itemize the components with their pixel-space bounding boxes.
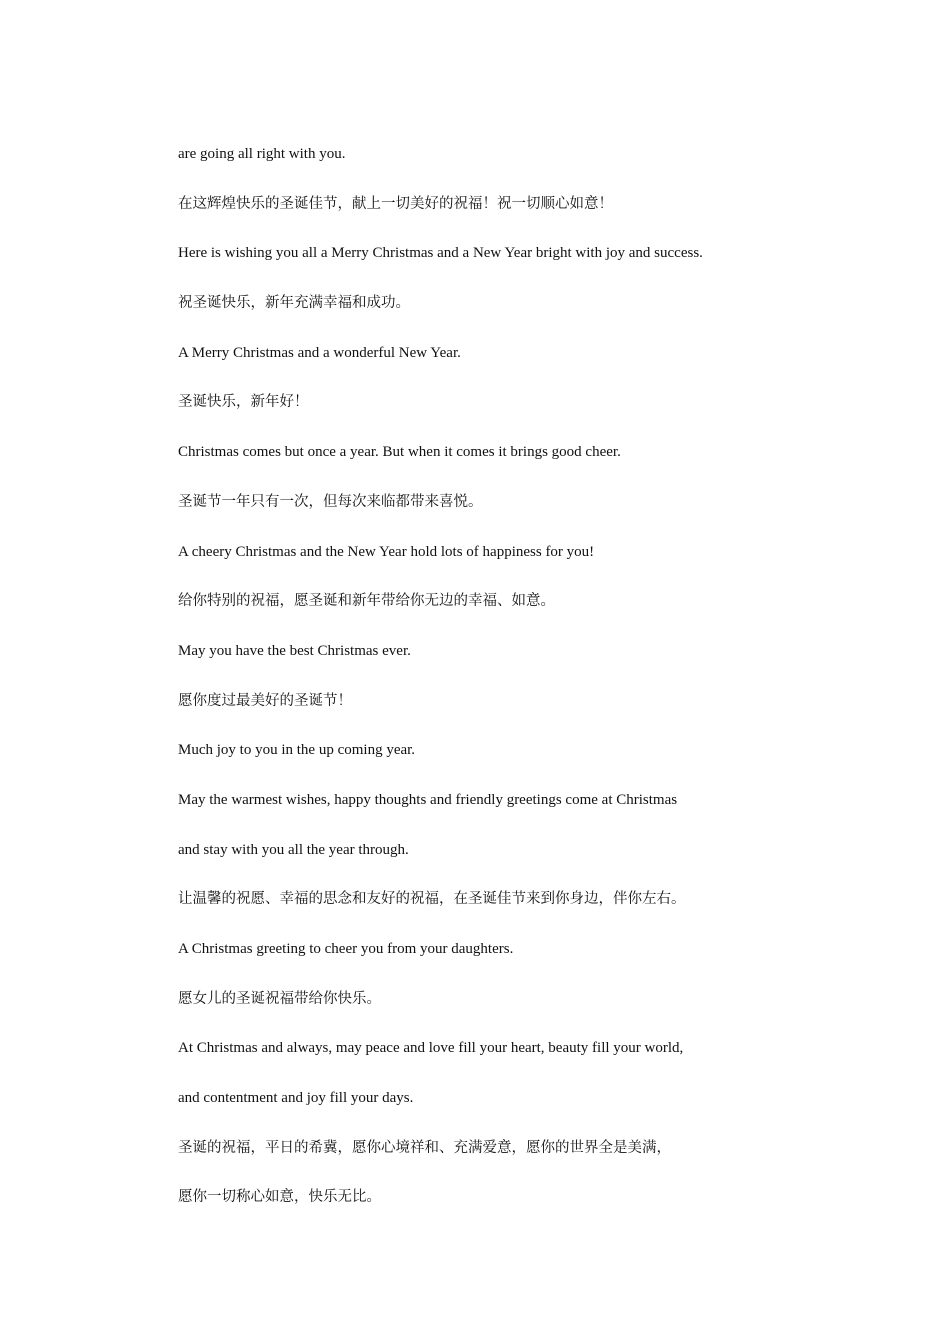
- text-line: are going all right with you.: [178, 146, 346, 162]
- text-line: May you have the best Christmas ever.: [178, 642, 411, 659]
- text-line: 让温馨的祝愿、幸福的思念和友好的祝福，在圣诞佳节来到你身边，伴你左右。: [178, 891, 686, 908]
- text-line: 圣诞快乐，新年好！: [178, 394, 309, 411]
- text-line: 愿女儿的圣诞祝福带给你快乐。: [178, 990, 381, 1007]
- text-line: May the warmest wishes, happy thoughts and friendly greetings come at Christmas: [178, 791, 678, 808]
- text-line: and stay with you all the year through.: [178, 841, 409, 858]
- text-line: A Christmas greeting to cheer you from your daughters.: [178, 941, 514, 957]
- text-line: Here is wishing you all a Merry Christmas and a New Year bright with joy and success.: [178, 245, 703, 262]
- text-line: and contentment and joy fill your days.: [178, 1090, 414, 1107]
- document-body: [178, 143, 778, 1236]
- text-line: 给你特别的祝福，愿圣诞和新年带给你无边的幸福、如意。: [178, 593, 555, 610]
- text-line: 愿你度过最美好的圣诞节！: [178, 692, 352, 709]
- text-line: 祝圣诞快乐，新年充满幸福和成功。: [178, 295, 410, 312]
- text-line: A Merry Christmas and a wonderful New Year.: [178, 344, 461, 361]
- text-line: A cheery Christmas and the New Year hold lots of happiness for you!: [178, 543, 595, 560]
- text-line: Much joy to you in the up coming year.: [178, 742, 416, 759]
- text-line: At Christmas and always, may peace and love fill your heart, beauty fill your world,: [178, 1040, 684, 1057]
- text-line: 圣诞节一年只有一次，但每次来临都带来喜悦。: [178, 493, 483, 510]
- text-line: 圣诞的祝福，平日的希冀，愿你心境祥和、充满爱意，愿你的世界全是美满，: [178, 1139, 671, 1156]
- text-line: Christmas comes but once a year. But when it comes it brings good cheer.: [178, 444, 621, 461]
- text-line: 在这辉煌快乐的圣诞佳节，献上一切美好的祝福！祝一切顺心如意！: [178, 195, 613, 212]
- text-line: 愿你一切称心如意，快乐无比。: [178, 1189, 381, 1206]
